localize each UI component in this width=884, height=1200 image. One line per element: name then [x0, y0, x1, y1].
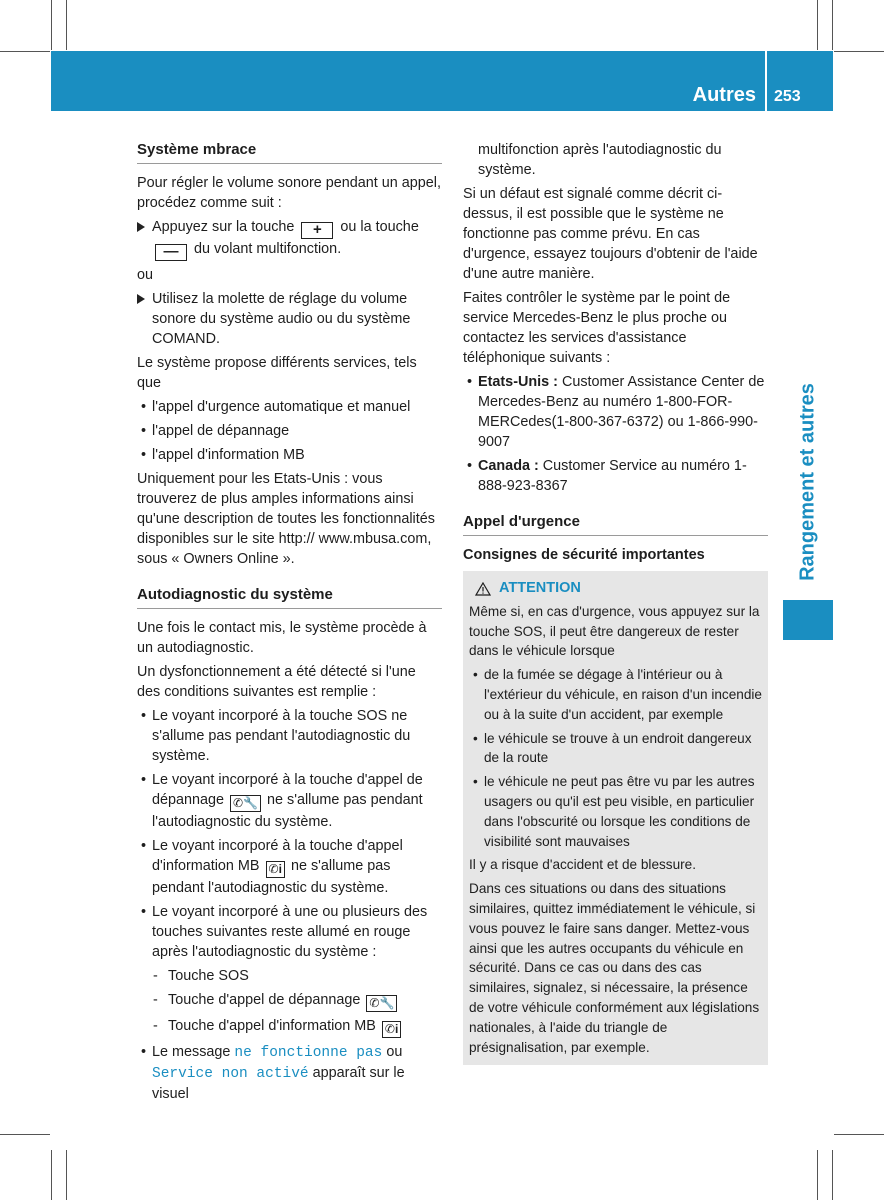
crop-mark [834, 51, 884, 52]
crop-mark [51, 0, 52, 50]
side-tab-label: Rangement et autres [796, 383, 819, 581]
list-item [137, 836, 442, 898]
dash-item [137, 1016, 442, 1038]
step-2 [137, 289, 442, 349]
warning-advice: Dans ces situations ou dans des situations similaires, quittez immédiatement le véhicule, si vous pouvez le faire sans danger. Mettez-vous ainsi que les autres occupants du véhicule en sécurité. Dans ce cas ou dans des cas similaires, signalez, si nécessaire, la présence de votre véhicule conformément aux législations nationales, à l'aide du triangle de présignalisation, par exemple. [469, 881, 760, 1055]
display-message: Service non activé [152, 1066, 309, 1082]
list-item [137, 1042, 442, 1104]
warning-intro: Même si, en cas d'urgence, vous appuyez sur la touche SOS, il peut être dangereux de rester dans le véhicule lorsque [469, 603, 760, 659]
step-text: du volant multifonction. [194, 241, 342, 257]
step-text: Utilisez la molette de réglage du volume sonore du système audio ou du système COMAND. [152, 291, 411, 347]
paragraph: Un dysfonctionnement a été détecté si l'une des conditions suivantes est remplie : [137, 664, 416, 700]
paragraph: Faites contrôler le système par le point de service Mercedes-Benz le plus proche ou contactez les services d'assistance téléphonique suivants : [463, 290, 731, 366]
dash-item [137, 990, 442, 1012]
list-item: • le véhicule se trouve à un endroit dangereux de la route [469, 729, 762, 769]
dash-item: - Touche SOS [137, 966, 442, 986]
warning-box [463, 571, 768, 1065]
text: ne s'allume pas pendant l'autodiagnostic du système. [152, 858, 391, 896]
plus-key-icon: + [301, 222, 333, 239]
crop-mark [834, 1134, 884, 1135]
text: Touche d'appel de dépannage [168, 992, 361, 1008]
crop-mark [0, 51, 50, 52]
list-item [463, 456, 768, 496]
crop-mark [66, 1150, 67, 1200]
step-arrow-icon [137, 222, 145, 232]
section-title-autodiagnostic: Autodiagnostic du système [137, 585, 442, 609]
list-item: • Le voyant incorporé à la touche SOS ne s'allume pas pendant l'autodiagnostic du système. [137, 706, 442, 766]
phone-info-icon: ✆i [266, 861, 285, 878]
contact-text: Customer Service au numéro 1-888-923-8367 [478, 458, 747, 494]
warning-title-text: ATTENTION [499, 580, 581, 596]
phone-info-icon: ✆i [382, 1021, 401, 1038]
us-note: Uniquement pour les Etats-Unis : vous trouverez de plus amples informations ainsi qu'une description de toutes les fonctionnalités disponibles sur le site http:// www.mbusa.com, sous « Owners Online ». [137, 471, 435, 567]
header-divider [765, 51, 767, 111]
text: Le voyant incorporé à la touche d'appel d'information MB [152, 838, 403, 874]
contact-text: Customer Assistance Center de Mercedes-Benz au numéro 1-800-FOR-MERCedes(1-800-367-6372) ou 1-866-990-9007 [478, 374, 765, 450]
paragraph: Si un défaut est signalé comme décrit ci-dessus, il est possible que le système ne fonctionne pas comme prévu. En cas d'urgence, essayez toujours d'obtenir de l'aide d'une autre manière. [463, 186, 758, 282]
crop-mark [817, 1150, 818, 1200]
text: ou [386, 1044, 403, 1060]
crop-mark [832, 1150, 833, 1200]
section-title-emergency: Appel d'urgence [463, 512, 768, 536]
services-intro: Le système propose différents services, tels que [137, 355, 417, 391]
chapter-title: Autres [692, 84, 756, 106]
contact-label: Etats-Unis : [478, 374, 558, 390]
warning-title [469, 579, 762, 599]
list-item: • l'appel d'urgence automatique et manuel [137, 397, 442, 417]
text: Le voyant incorporé à la touche d'appel de dépannage [152, 772, 423, 808]
paragraph: Une fois le contact mis, le système procède à un autodiagnostic. [137, 620, 427, 656]
crop-mark [0, 1134, 50, 1135]
or-text: ou [137, 267, 154, 283]
text: Le message [152, 1044, 231, 1060]
subsection-title: Consignes de sécurité importantes [463, 547, 705, 563]
phone-wrench-icon: ✆🔧 [230, 795, 261, 812]
warning-risk: Il y a risque d'accident et de blessure. [469, 857, 697, 873]
list-item [137, 770, 442, 832]
display-message: ne fonctionne pas [234, 1045, 383, 1061]
crop-mark [817, 0, 818, 50]
phone-wrench-icon: ✆🔧 [366, 995, 397, 1012]
continued-text: multifonction après l'autodiagnostic du système. [478, 142, 722, 178]
list-item [463, 372, 768, 452]
page-number: 253 [774, 88, 801, 105]
crop-mark [832, 0, 833, 50]
left-column [137, 140, 442, 1108]
list-item: • Le voyant incorporé à une ou plusieurs des touches suivantes reste allumé en rouge après l'autodiagnostic du système : [137, 902, 442, 962]
crop-mark [66, 0, 67, 50]
minus-key-icon: — [155, 244, 187, 261]
contact-label: Canada : [478, 458, 539, 474]
section-title-mbrace: Système mbrace [137, 140, 442, 164]
intro-text: Pour régler le volume sonore pendant un appel, procédez comme suit : [137, 175, 442, 211]
step-text: ou la touche [340, 219, 419, 235]
list-item: • le véhicule ne peut pas être vu par les autres usagers ou qu'il est peu visible, en particulier dans l'obscurité ou lorsque les conditions de visibilité sont mauvaises [469, 772, 762, 851]
warning-triangle-icon [475, 582, 491, 596]
text: Touche d'appel d'information MB [168, 1018, 376, 1034]
step-1 [137, 217, 442, 261]
right-column [463, 140, 768, 1065]
side-tab-block [783, 600, 833, 640]
text: apparaît sur le visuel [152, 1065, 405, 1102]
text: ne s'allume pas pendant l'autodiagnostic du système. [152, 792, 423, 830]
list-item: • de la fumée se dégage à l'intérieur ou à l'extérieur du véhicule, en raison d'un incendie ou à la suite d'un accident, par exemple [469, 665, 762, 724]
list-item: • l'appel d'information MB [137, 445, 442, 465]
step-text: Appuyez sur la touche [152, 219, 295, 235]
list-item: • l'appel de dépannage [137, 421, 442, 441]
step-arrow-icon [137, 294, 145, 304]
crop-mark [51, 1150, 52, 1200]
